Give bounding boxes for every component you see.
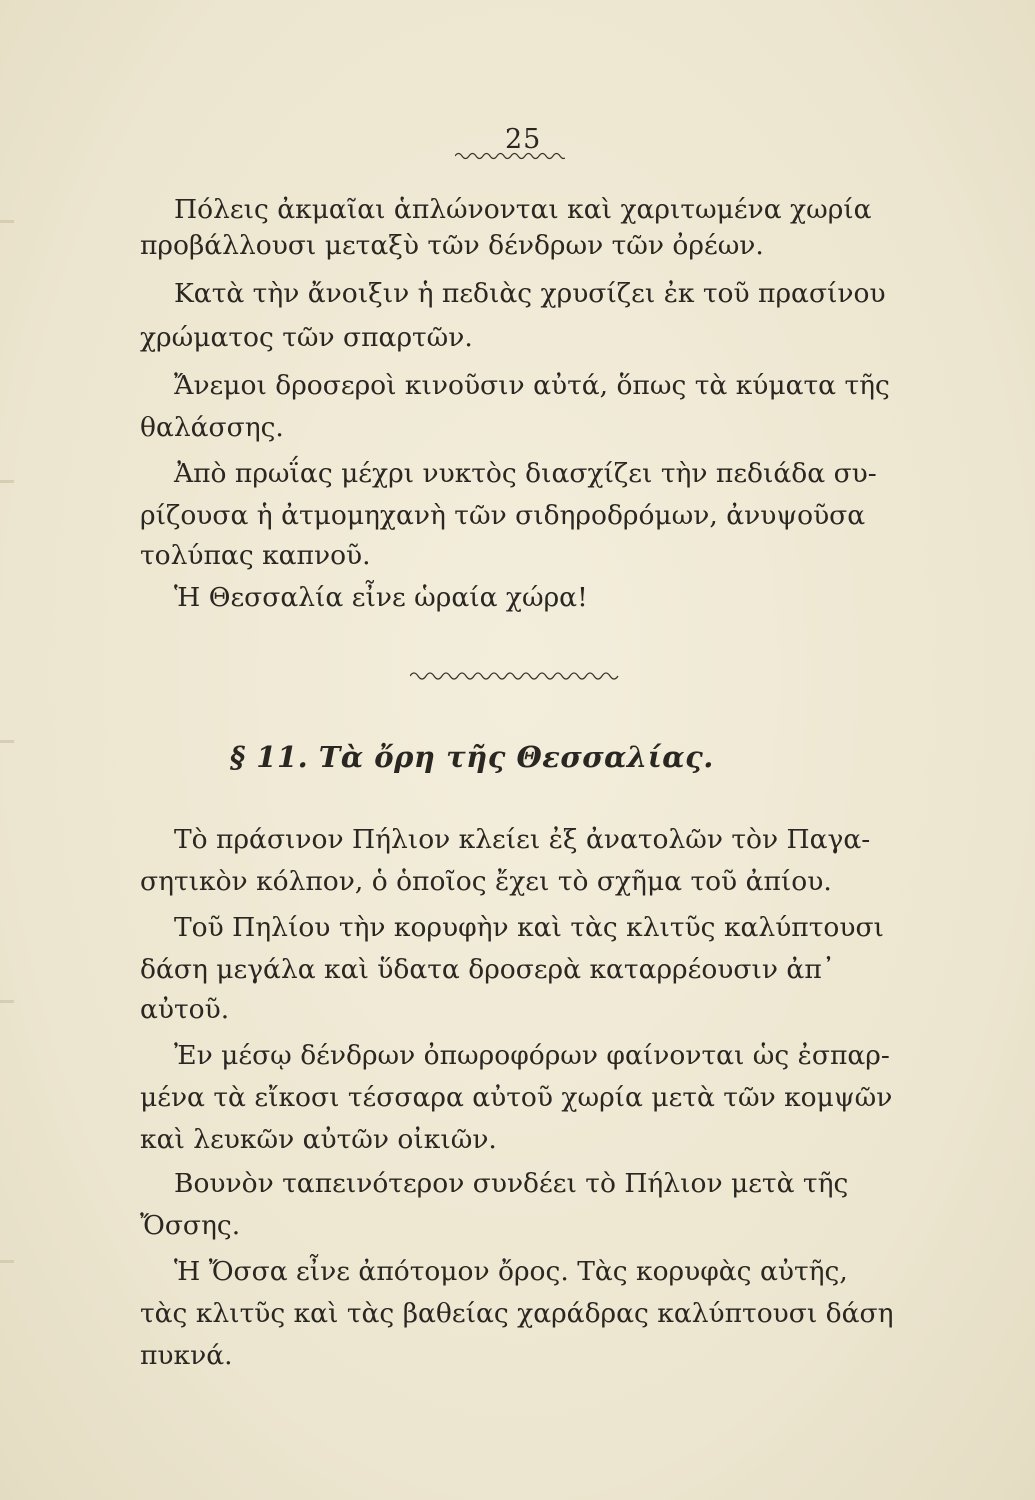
section-heading: § 11. Τὰ ὄρη τῆς Θεσσαλίας. (230, 740, 714, 774)
text-line: θαλάσσης. (140, 412, 284, 443)
text-line: Πόλεις ἀκμαῖαι ἁπλώνονται καὶ χαριτωμένα χωρία (174, 194, 872, 225)
text-line: καὶ λευκῶν αὐτῶν οἰκιῶν. (140, 1124, 497, 1155)
text-line: Ἡ Θεσσαλία εἶνε ὡραία χώρα! (174, 582, 588, 613)
page-number: 25 (505, 124, 542, 155)
text-line: τολύπας καπνοῦ. (140, 540, 371, 571)
text-line: αὐτοῦ. (140, 994, 230, 1025)
text-line: Τὸ πράσινον Πήλιον κλείει ἐξ ἀνατολῶν τὸν Παγα- (174, 824, 871, 855)
text-line: τὰς κλιτῦς καὶ τὰς βαθείας χαράδρας καλύπτουσι δάση (140, 1298, 894, 1329)
text-line: Ἐν μέσῳ δένδρων ὀπωροφόρων φαίνονται ὡς ἐσπαρ- (174, 1040, 890, 1071)
text-line: σητικὸν κόλπον, ὁ ὁποῖος ἔχει τὸ σχῆμα τοῦ ἀπίου. (140, 866, 832, 897)
text-line: Βουνὸν ταπεινότερον συνδέει τὸ Πήλιον μετὰ τῆς (174, 1168, 849, 1199)
text-line: προβάλλουσι μεταξὺ τῶν δένδρων τῶν ὀρέων. (140, 230, 764, 261)
page-edge-shadow (0, 80, 14, 1400)
text-line: Ἀπὸ πρωΐας μέχρι νυκτὸς διασχίζει τὴν πεδιάδα συ- (174, 458, 877, 489)
text-line: Ἡ Ὄσσα εἶνε ἀπότομον ὄρος. Τὰς κορυφὰς αὐτῆς, (174, 1256, 848, 1287)
text-line: μένα τὰ εἴκοσι τέσσαρα αὐτοῦ χωρία μετὰ τῶν κομψῶν (140, 1082, 893, 1113)
text-line: Ὄσσης. (140, 1210, 241, 1241)
text-line: δάση μεγάλα καὶ ὕδατα δροσερὰ καταρρέουσιν ἀπ᾽ (140, 954, 835, 985)
text-line: πυκνά. (140, 1340, 233, 1371)
text-line: χρώματος τῶν σπαρτῶν. (140, 322, 473, 353)
section-divider-ornament (410, 669, 625, 683)
text-line: Τοῦ Πηλίου τὴν κορυφὴν καὶ τὰς κλιτῦς καλύπτουσι (174, 912, 884, 943)
page-number-ornament (455, 150, 565, 162)
text-line: Κατὰ τὴν ἄνοιξιν ἡ πεδιὰς χρυσίζει ἐκ τοῦ πρασίνου (174, 278, 886, 309)
text-line: ρίζουσα ἡ ἀτμομηχανὴ τῶν σιδηροδρόμων, ἀνυψοῦσα (140, 500, 866, 531)
text-line: Ἄνεμοι δροσεροὶ κινοῦσιν αὐτά, ὅπως τὰ κύματα τῆς (174, 370, 890, 401)
